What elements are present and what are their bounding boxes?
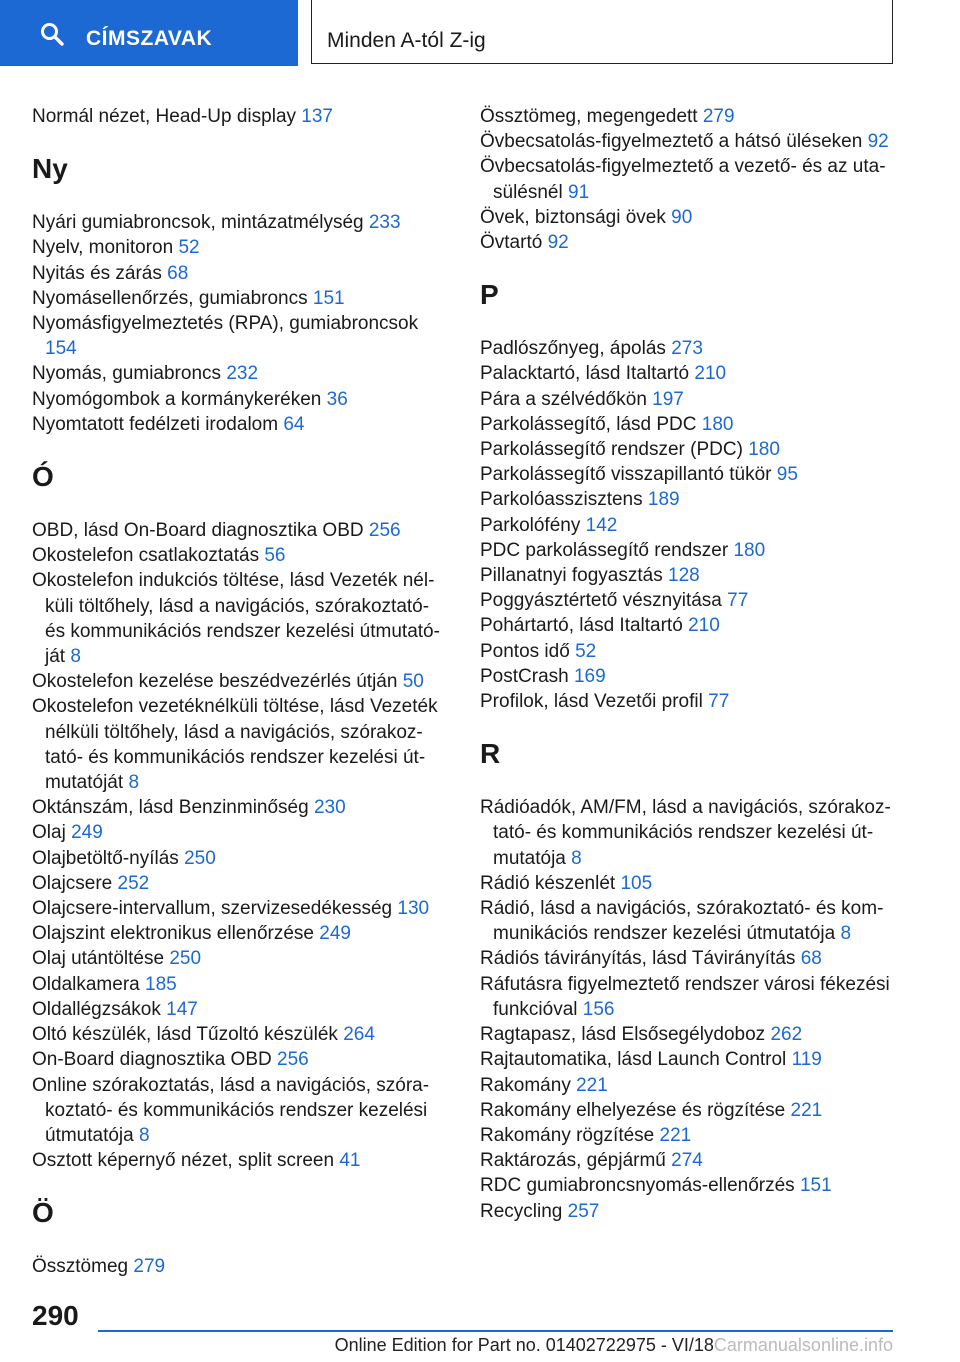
footer-rule [98,1330,893,1332]
index-page-link[interactable]: 151 [312,287,345,309]
index-entry-text: Pára a szélvédőkön [480,388,647,410]
index-entry [32,235,452,260]
index-entry-text: Olajbetöltő-nyílás [32,847,179,869]
index-entry [32,568,452,669]
index-entry-text: Oldalkamera [32,973,140,995]
index-entry [32,543,452,568]
index-page-link[interactable]: 77 [727,590,749,612]
index-page-link[interactable]: 64 [283,413,305,435]
index-column-right [480,104,900,1224]
index-entry [480,1073,900,1098]
index-entry [32,311,452,361]
index-page-link[interactable]: 95 [776,464,798,486]
index-entry [32,921,452,946]
index-entry-text: Rajtautomatika, lásd Launch Control [480,1049,787,1071]
index-page-link[interactable]: 8 [840,923,852,945]
search-icon [40,22,64,46]
index-entry [32,361,452,386]
section-letter: Ny [32,153,68,185]
index-entry-text: Recycling [480,1200,563,1222]
index-entry-text: Nyomásfigyelmeztetés (RPA), gumiabroncsok [32,313,419,335]
index-page-link[interactable]: 77 [708,691,730,713]
index-entry-text: Parkolófény [480,514,581,536]
index-page-link[interactable]: 210 [694,363,727,385]
top-bar [0,0,960,66]
index-entry [480,412,900,437]
index-entry-text: Profilok, lásd Vezetői profil [480,691,703,713]
index-entry [32,694,452,795]
index-entry [32,261,452,286]
index-entry [480,487,900,512]
index-page-link[interactable]: 279 [133,1256,166,1278]
section-letter: P [480,279,499,311]
index-page-link[interactable]: 169 [573,665,606,687]
index-entry [480,563,900,588]
index-page-link[interactable]: 68 [167,262,189,284]
index-entry-text: Olaj [32,822,66,844]
page-number: 290 [32,1300,79,1331]
index-page-link[interactable]: 151 [799,1175,832,1197]
index-entry [480,154,900,204]
index-entry [32,286,452,311]
index-entry [480,896,900,946]
index-entry-text: Övtartó [480,232,543,254]
index-entry-text: Parkolássegítő, lásd PDC [480,413,697,435]
index-entry [32,387,452,412]
index-page-link[interactable]: 210 [688,615,720,637]
index-entry-text: Rakomány [480,1074,571,1096]
index-entry-text: Parkolássegítő visszapillantó tükör [480,464,772,486]
index-entry-text: Rádió készenlét [480,872,616,894]
index-entry [32,1073,452,1149]
index-page-link[interactable]: 256 [277,1049,309,1071]
index-page-link[interactable]: 8 [128,772,140,794]
index-page-link[interactable]: 264 [343,1024,375,1046]
index-entry [480,104,900,129]
index-entry-text: Olajszint elektronikus ellenőrzése [32,923,314,945]
index-entry [32,210,452,235]
index-page-link[interactable]: 56 [264,545,286,567]
index-entry-text: Övek, biztonsági övek [480,206,666,228]
index-page-link[interactable]: 221 [576,1074,608,1096]
index-entry-text: Okostelefon csatlakoztatás [32,545,260,567]
index-entry-text: Nyári gumiabroncsok, mintázatmélység [32,212,364,234]
index-page-link[interactable]: 189 [647,489,680,511]
index-entry-text: Össztömeg, megengedett [480,106,698,127]
index-column-left [32,104,452,1280]
index-entry [480,1148,900,1173]
index-entry-text: RDC gumiabroncsnyomás-ellenőrzés [480,1175,795,1197]
index-entry-text: Rádiós távirányítás, lásd Távirányítás [480,948,796,970]
index-entry [32,669,452,694]
index-page-link[interactable]: 8 [139,1124,150,1146]
index-page-link[interactable]: 252 [117,872,150,894]
index-entry-text: Oltó készülék, lásd Tűzoltó készülék [32,1024,338,1046]
index-entry [480,1123,900,1148]
search-tab[interactable] [0,0,298,66]
index-entry-text: Pillanatnyi fogyasztás [480,565,663,587]
index-entry [32,412,452,437]
index-entry [32,997,452,1022]
index-page-link[interactable]: 250 [184,847,216,869]
index-page-link[interactable]: 257 [567,1200,600,1222]
index-entry [480,462,900,487]
index-page-link[interactable]: 8 [571,847,582,869]
index-entry-text: Nyelv, monitoron [32,237,174,259]
index-entry [32,1148,452,1173]
index-entry-text: Okostelefon vezetéknélküli töltése, lásd Vezeték nélküli töltőhely, lásd a navigációs, szórakoztató- és kommunikációs rendszer kezelési útmutatóját [32,696,438,794]
index-entry [32,820,452,845]
index-entry-text: PDC parkolássegítő rendszer [480,539,729,561]
search-tab-label: CÍMSZAVAK [86,27,213,50]
index-entry-text: Poggyásztértető vésznyitása [480,590,722,612]
index-page-link[interactable]: 36 [326,388,348,410]
index-entry-text: Parkolássegítő rendszer (PDC) [480,439,743,461]
index-page-link[interactable]: 130 [397,898,430,920]
index-entry-text: Nyomógombok a kormánykeréken [32,388,322,410]
index-entry [480,795,900,871]
index-entry [32,1254,452,1279]
index-page-link[interactable]: 90 [671,206,693,228]
index-entry-text: Ragtapasz, lásd Elsősegélydoboz [480,1024,766,1046]
index-entry-text: Osztott képernyő nézet, split screen [32,1150,335,1172]
index-page-link[interactable]: 274 [671,1150,703,1172]
index-page-link[interactable]: 142 [585,514,618,536]
index-entry-text: Nyomás, gumiabroncs [32,363,222,385]
index-entry-text: Rakomány elhelyezése és rögzítése [480,1099,786,1121]
index-entry [480,129,900,154]
section-title: Minden A-tól Z-ig [327,29,486,52]
index-page-link[interactable]: 250 [169,948,202,970]
index-entry-text: Okostelefon indukciós töltése, lásd Vezeték nélküli töltőhely, lásd a navigációs, szórakoztató- és kommunikációs rendszer kezelési útmutatóját [32,570,440,668]
index-page-link[interactable]: 8 [70,646,81,668]
index-entry-text: Olajcsere [32,872,113,894]
index-entry-text: Pohártartó, lásd Italtartó [480,615,683,637]
index-page-link[interactable]: 156 [582,998,615,1020]
index-entry [32,946,452,971]
index-entry [480,871,900,896]
index-page-link[interactable]: 50 [402,671,424,693]
index-entry [32,104,452,129]
index-entry-text: Raktározás, gépjármű [480,1150,666,1172]
section-title-box [311,0,893,64]
index-entry-text: PostCrash [480,665,569,687]
index-entry-text: Rádió, lásd a navigációs, szórakoztató- és kommunikációs rendszer kezelési útmutatója [480,898,884,945]
index-page-link[interactable]: 147 [166,998,198,1020]
index-entry-text: Nyitás és zárás [32,262,162,284]
index-page-link[interactable]: 262 [770,1024,803,1046]
footer [0,1334,893,1356]
index-entry-text: On-Board diagnosztika OBD [32,1049,272,1071]
index-entry [480,689,900,714]
footer-edition-text: Online Edition for Part no. 01402722975 - VI/18 [334,1335,714,1355]
index-page-link[interactable]: 154 [45,338,77,360]
index-entry-text: Online szórakoztatás, lásd a navigációs, szórakoztató- és kommunikációs rendszer kezelési útmutatója [32,1074,430,1146]
index-entry-text: Okostelefon kezelése beszédvezérlés útján [32,671,398,693]
index-page-link[interactable]: 256 [368,520,401,542]
index-page-link[interactable]: 180 [701,413,734,435]
index-entry [480,1047,900,1072]
footer-watermark: Carmanualsonline.info [713,1335,893,1355]
index-entry-text: Oldallégzsákok [32,998,161,1020]
index-entry [480,613,900,638]
index-page-link[interactable]: 52 [575,640,597,662]
index-entry [480,946,900,971]
index-page-link[interactable]: 249 [71,822,103,844]
index-page-link[interactable]: 105 [620,872,653,894]
index-page-link[interactable]: 128 [668,565,700,587]
index-page-link[interactable]: 92 [547,232,569,254]
index-entry-text: Össztömeg [32,1256,129,1278]
index-entry-text: Normál nézet, Head-Up display [32,106,297,127]
index-page-link[interactable]: 249 [319,923,351,945]
index-entry [32,846,452,871]
index-entry-text: Olajcsere-intervallum, szervizesedékesség [32,898,393,920]
index-entry [32,1047,452,1072]
index-page-link[interactable]: 137 [301,106,333,127]
index-entry-text: Olaj utántöltése [32,948,165,970]
index-entry-text: Parkolóasszisztens [480,489,643,511]
index-entry [32,795,452,820]
index-entry-text: Palacktartó, lásd Italtartó [480,363,690,385]
index-entry [480,513,900,538]
index-entry-text: Rakomány rögzítése [480,1124,655,1146]
index-entry-text: Nyomtatott fedélzeti irodalom [32,413,279,435]
index-page-link[interactable]: 232 [226,363,259,385]
index-entry [32,1022,452,1047]
index-entry-text: Övbecsatolás-figyelmeztető a hátsó üléseken [480,131,863,153]
index-entry-text: OBD, lásd On-Board diagnosztika OBD [32,520,364,542]
index-entry [480,639,900,664]
index-page-link[interactable]: 221 [790,1099,823,1121]
index-page-link[interactable]: 197 [652,388,684,410]
index-page-link[interactable]: 92 [867,131,889,153]
index-entry [480,336,900,361]
index-page-link[interactable]: 230 [313,797,346,819]
index-page-link[interactable]: 279 [702,106,735,127]
index-page-link[interactable]: 180 [733,539,766,561]
index-entry [480,972,900,1022]
index-entry [32,972,452,997]
index-entry [480,437,900,462]
index-page-link[interactable]: 41 [339,1150,361,1172]
index-entry-text: Nyomásellenőrzés, gumiabroncs [32,287,308,309]
index-page-link[interactable]: 185 [145,973,177,995]
index-entry [480,230,900,255]
index-page-link[interactable]: 273 [671,338,703,360]
index-entry [32,871,452,896]
index-entry [480,1199,900,1224]
index-entry-text: Padlószőnyeg, ápolás [480,338,666,360]
index-entry [480,1022,900,1047]
index-page-link[interactable]: 180 [748,439,780,461]
index-entry [480,361,900,386]
index-entry-text: Oktánszám, lásd Benzinminőség [32,797,309,819]
index-entry [480,1173,900,1198]
index-page-link[interactable]: 91 [568,181,590,203]
index-page-link[interactable]: 233 [368,212,401,234]
index-entry [480,538,900,563]
index-entry-text: Övbecsatolás-figyelmeztető a vezető- és az utasülésnél [480,156,886,203]
index-page-link[interactable]: 221 [659,1124,692,1146]
index-entry [480,664,900,689]
index-entry-text: Ráfutásra figyelmeztető rendszer városi fékezési funkcióval [480,973,890,1020]
index-entry [480,387,900,412]
index-entry [480,1098,900,1123]
section-letter: R [480,738,501,770]
index-entry-text: Pontos idő [480,640,570,662]
index-page-link[interactable]: 68 [800,948,822,970]
index-entry-text: Rádióadók, AM/FM, lásd a navigációs, szórakoztató- és kommunikációs rendszer kezelési útmutatója [480,797,891,869]
section-letter: Ö [32,1197,54,1229]
index-entry [480,205,900,230]
section-letter: Ó [32,461,54,493]
index-entry [32,896,452,921]
index-entry [32,518,452,543]
index-page-link[interactable]: 119 [791,1049,822,1071]
index-page-link[interactable]: 52 [178,237,200,259]
index-entry [480,588,900,613]
